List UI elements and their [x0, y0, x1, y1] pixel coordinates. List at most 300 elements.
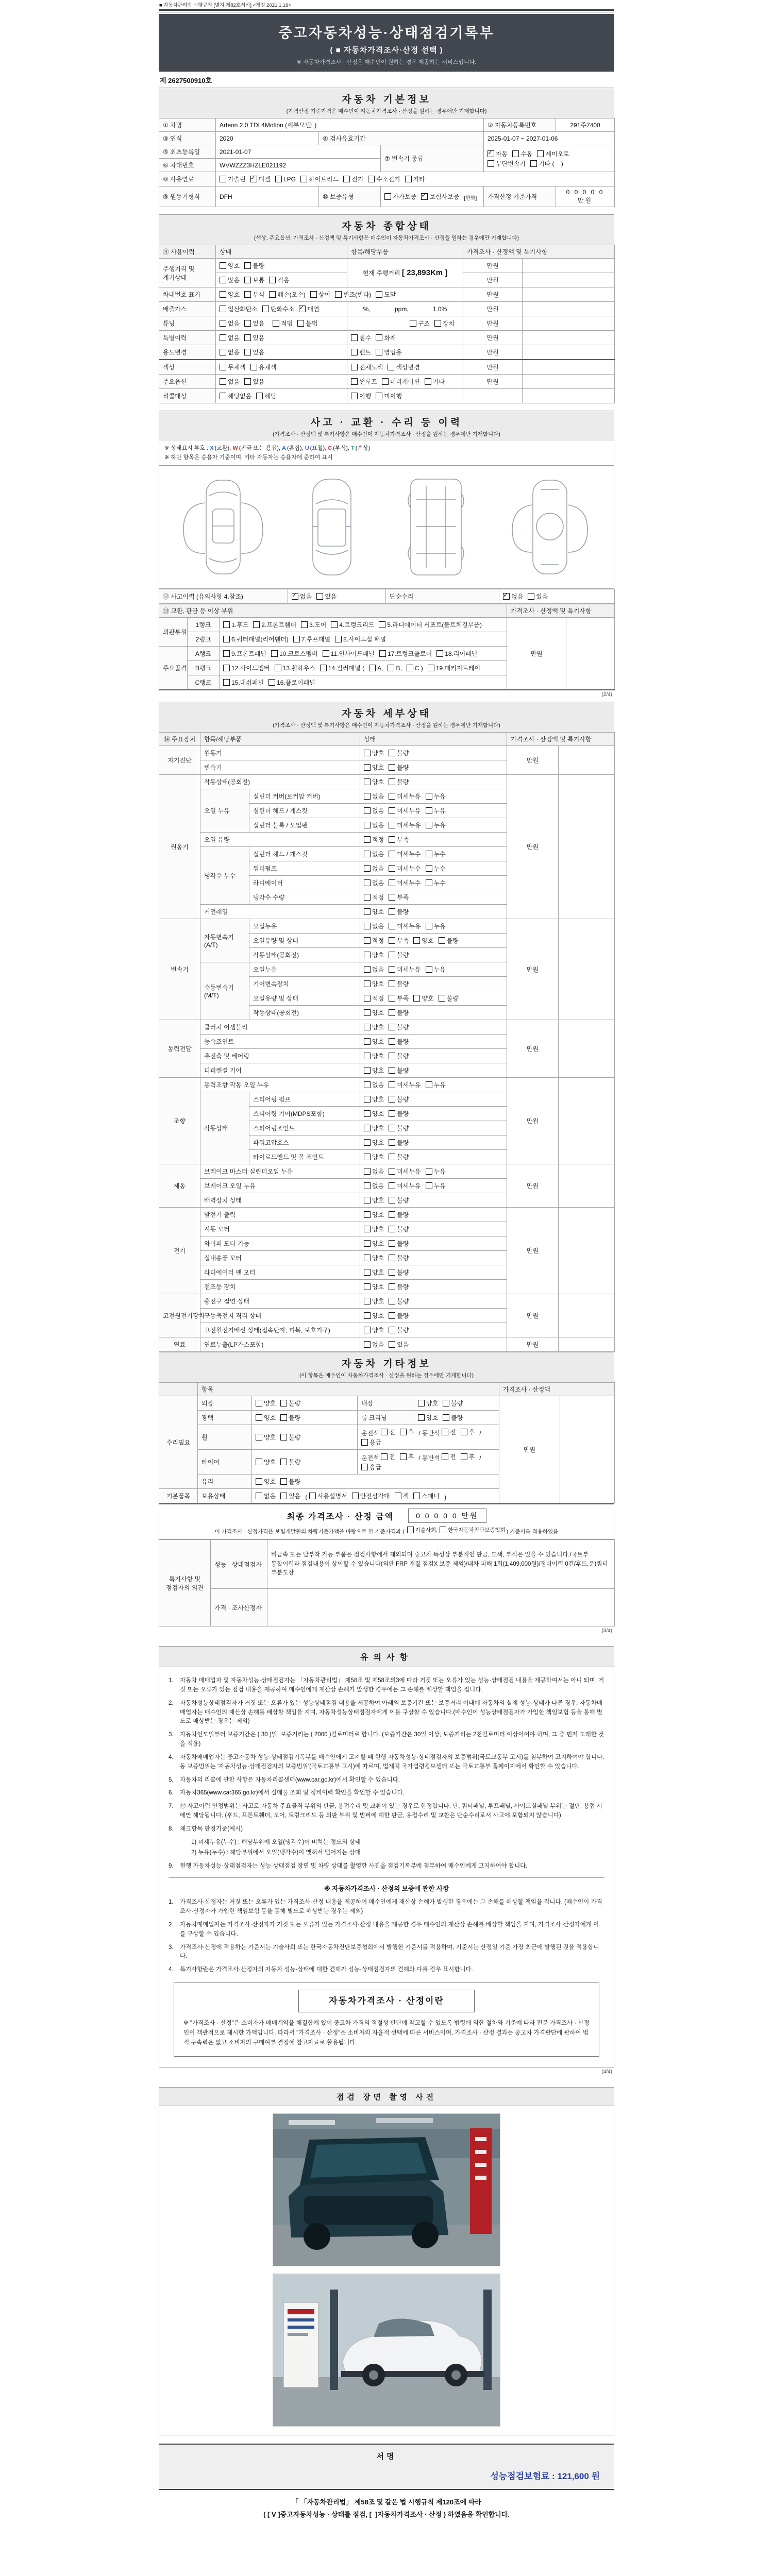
checkbox-checked-icon[interactable] [250, 176, 257, 182]
checkbox-icon[interactable] [389, 778, 395, 785]
checkbox-option[interactable] [220, 392, 251, 400]
checkbox-option[interactable] [376, 290, 396, 299]
checkbox-icon[interactable] [351, 393, 358, 399]
checkbox-option[interactable] [323, 649, 375, 658]
checkbox-option[interactable] [389, 1340, 409, 1349]
checkbox-option[interactable] [244, 290, 264, 299]
checkbox-icon[interactable] [297, 320, 304, 327]
checkbox-icon[interactable] [389, 937, 395, 944]
checkbox-option[interactable] [220, 290, 240, 299]
checkbox-icon[interactable] [389, 807, 395, 814]
checkbox-option[interactable] [405, 175, 425, 183]
checkbox-option[interactable] [244, 261, 264, 270]
checkbox-option[interactable] [335, 290, 371, 299]
checkbox-icon[interactable] [413, 1493, 420, 1499]
checkbox-option[interactable] [410, 319, 430, 328]
checkbox-option[interactable] [434, 319, 455, 328]
checkbox-option[interactable] [364, 1008, 384, 1017]
checkbox-icon[interactable] [220, 277, 226, 283]
checkbox-icon[interactable] [389, 879, 395, 886]
checkbox-option[interactable] [361, 1463, 381, 1471]
checkbox-icon[interactable] [331, 621, 338, 628]
checkbox-icon[interactable] [389, 1182, 395, 1189]
checkbox-option[interactable] [280, 1433, 300, 1442]
checkbox-icon[interactable] [389, 1038, 395, 1045]
checkbox-option[interactable] [400, 1452, 414, 1461]
checkbox-option[interactable] [379, 620, 482, 629]
checkbox-option[interactable] [269, 276, 289, 284]
checkbox-icon[interactable] [400, 1453, 407, 1460]
checkbox-option[interactable] [364, 749, 384, 757]
checkbox-option[interactable] [364, 893, 384, 902]
checkbox-icon[interactable] [220, 364, 226, 370]
checkbox-icon[interactable] [364, 1125, 371, 1131]
checkbox-option[interactable] [271, 649, 318, 658]
checkbox-option[interactable] [389, 907, 409, 916]
checkbox-icon[interactable] [528, 593, 534, 600]
checkbox-option[interactable] [364, 907, 384, 916]
checkbox-icon[interactable] [389, 764, 395, 771]
checkbox-option[interactable] [389, 1326, 409, 1334]
checkbox-icon[interactable] [389, 980, 395, 987]
checkbox-icon[interactable] [256, 393, 263, 399]
checkbox-icon[interactable] [389, 1110, 395, 1117]
checkbox-option[interactable] [364, 1311, 384, 1320]
checkbox-option[interactable] [389, 850, 421, 858]
checkbox-option[interactable] [426, 792, 446, 801]
checkbox-option[interactable] [335, 635, 386, 643]
checkbox-icon[interactable] [442, 1453, 448, 1460]
checkbox-option[interactable] [426, 821, 446, 829]
checkbox-option[interactable] [364, 994, 384, 1003]
checkbox-option[interactable] [528, 592, 548, 601]
checkbox-option[interactable] [426, 1167, 446, 1176]
checkbox-option[interactable] [425, 377, 445, 386]
checkbox-icon[interactable] [364, 1327, 371, 1333]
checkbox-icon[interactable] [262, 306, 269, 312]
checkbox-icon[interactable] [364, 1197, 371, 1204]
checkbox-icon[interactable] [364, 1038, 371, 1045]
checkbox-icon[interactable] [343, 176, 350, 182]
checkbox-option[interactable] [310, 290, 330, 299]
checkbox-icon[interactable] [376, 291, 382, 298]
checkbox-checked-icon[interactable] [421, 193, 428, 200]
checkbox-option[interactable] [389, 835, 409, 844]
checkbox-icon[interactable] [300, 176, 307, 182]
checkbox-icon[interactable] [439, 995, 445, 1002]
checkbox-icon[interactable] [389, 1067, 395, 1074]
checkbox-option[interactable] [426, 850, 446, 858]
checkbox-icon[interactable] [381, 1429, 388, 1435]
checkbox-option[interactable] [395, 1492, 409, 1500]
checkbox-icon[interactable] [220, 334, 226, 341]
checkbox-option[interactable] [250, 175, 271, 183]
checkbox-icon[interactable] [364, 1226, 371, 1232]
checkbox-option[interactable] [364, 922, 384, 930]
checkbox-icon[interactable] [364, 1139, 371, 1146]
checkbox-checked-icon[interactable] [299, 306, 306, 312]
checkbox-option[interactable] [488, 149, 508, 158]
checkbox-icon[interactable] [293, 636, 300, 642]
checkbox-icon[interactable] [389, 1240, 395, 1247]
checkbox-icon[interactable] [428, 665, 434, 671]
checkbox-option[interactable] [512, 149, 532, 158]
checkbox-option[interactable] [389, 864, 421, 873]
checkbox-icon[interactable] [220, 393, 226, 399]
checkbox-option[interactable] [364, 936, 384, 945]
checkbox-option[interactable] [223, 649, 266, 658]
checkbox-option[interactable] [442, 1428, 456, 1436]
checkbox-icon[interactable] [400, 1429, 407, 1435]
checkbox-icon[interactable] [220, 320, 226, 327]
checkbox-option[interactable] [364, 821, 384, 829]
checkbox-checked-icon[interactable] [488, 150, 494, 157]
checkbox-icon[interactable] [407, 665, 413, 671]
checkbox-option[interactable] [389, 994, 409, 1003]
checkbox-option[interactable] [389, 749, 409, 757]
checkbox-icon[interactable] [280, 1493, 287, 1499]
checkbox-icon[interactable] [364, 1255, 371, 1261]
checkbox-icon[interactable] [256, 1459, 262, 1465]
checkbox-option[interactable] [364, 1167, 384, 1176]
checkbox-option[interactable] [389, 763, 409, 772]
checkbox-option[interactable] [220, 319, 240, 328]
checkbox-option[interactable] [250, 363, 277, 371]
checkbox-icon[interactable] [364, 1341, 371, 1348]
checkbox-icon[interactable] [388, 364, 394, 370]
checkbox-option[interactable] [364, 1225, 384, 1233]
checkbox-icon[interactable] [273, 320, 279, 327]
checkbox-option[interactable] [389, 1080, 421, 1089]
checkbox-icon[interactable] [364, 1298, 371, 1304]
checkbox-option[interactable] [364, 1109, 384, 1118]
checkbox-option[interactable] [400, 1428, 414, 1436]
checkbox-icon[interactable] [389, 1255, 395, 1261]
checkbox-icon[interactable] [335, 291, 342, 298]
checkbox-option[interactable] [413, 936, 433, 945]
checkbox-icon[interactable] [220, 262, 226, 269]
checkbox-icon[interactable] [389, 822, 395, 828]
checkbox-icon[interactable] [280, 1434, 287, 1440]
checkbox-option[interactable] [361, 1438, 381, 1447]
checkbox-option[interactable] [293, 635, 330, 643]
checkbox-icon[interactable] [389, 1168, 395, 1175]
checkbox-option[interactable] [256, 1433, 276, 1442]
checkbox-option[interactable] [316, 592, 337, 601]
checkbox-option[interactable] [256, 392, 276, 400]
checkbox-icon[interactable] [361, 1439, 368, 1446]
checkbox-option[interactable] [364, 1268, 384, 1277]
checkbox-icon[interactable] [389, 750, 395, 756]
checkbox-icon[interactable] [269, 277, 276, 283]
checkbox-option[interactable] [223, 664, 270, 672]
checkbox-icon[interactable] [364, 1240, 371, 1247]
checkbox-icon[interactable] [223, 621, 230, 628]
checkbox-option[interactable] [364, 777, 384, 786]
checkbox-icon[interactable] [389, 952, 395, 958]
checkbox-icon[interactable] [244, 291, 251, 298]
checkbox-option[interactable] [280, 1477, 300, 1486]
checkbox-option[interactable] [503, 592, 523, 601]
checkbox-option[interactable] [381, 1428, 395, 1436]
checkbox-icon[interactable] [376, 334, 382, 341]
checkbox-option[interactable] [364, 792, 384, 801]
checkbox-option[interactable] [389, 1268, 409, 1277]
checkbox-option[interactable] [537, 149, 569, 158]
checkbox-icon[interactable] [256, 1400, 262, 1406]
checkbox-icon[interactable] [223, 636, 230, 642]
checkbox-icon[interactable] [244, 262, 251, 269]
checkbox-checked-icon[interactable] [503, 593, 510, 600]
checkbox-option[interactable] [389, 951, 409, 959]
checkbox-icon[interactable] [256, 1434, 262, 1440]
checkbox-option[interactable] [418, 1413, 438, 1422]
checkbox-icon[interactable] [382, 378, 389, 385]
checkbox-icon[interactable] [410, 320, 416, 327]
checkbox-icon[interactable] [223, 665, 230, 671]
checkbox-icon[interactable] [310, 291, 317, 298]
checkbox-option[interactable] [220, 276, 240, 284]
checkbox-option[interactable] [269, 290, 305, 299]
checkbox-option[interactable] [364, 850, 384, 858]
checkbox-option[interactable] [389, 1037, 409, 1046]
checkbox-option[interactable] [426, 806, 446, 815]
checkbox-icon[interactable] [439, 937, 445, 944]
checkbox-option[interactable] [389, 1124, 409, 1132]
checkbox-icon[interactable] [320, 665, 327, 671]
checkbox-icon[interactable] [364, 1154, 371, 1160]
checkbox-icon[interactable] [434, 320, 441, 327]
checkbox-icon[interactable] [244, 378, 251, 385]
checkbox-option[interactable] [389, 1138, 409, 1147]
checkbox-option[interactable] [273, 319, 293, 328]
checkbox-option[interactable] [389, 1297, 409, 1306]
checkbox-icon[interactable] [364, 764, 371, 771]
checkbox-option[interactable] [244, 377, 264, 386]
checkbox-option[interactable] [364, 1153, 384, 1161]
checkbox-option[interactable] [381, 1452, 395, 1461]
checkbox-icon[interactable] [364, 1081, 371, 1088]
checkbox-icon[interactable] [364, 750, 371, 756]
checkbox-icon[interactable] [389, 1341, 395, 1348]
checkbox-icon[interactable] [389, 1226, 395, 1232]
checkbox-option[interactable] [389, 1210, 409, 1219]
checkbox-icon[interactable] [379, 621, 385, 628]
checkbox-icon[interactable] [379, 650, 386, 657]
checkbox-icon[interactable] [364, 778, 371, 785]
checkbox-icon[interactable] [364, 1182, 371, 1189]
checkbox-icon[interactable] [389, 1269, 395, 1276]
checkbox-icon[interactable] [381, 1453, 388, 1460]
checkbox-icon[interactable] [395, 1493, 401, 1499]
checkbox-icon[interactable] [389, 894, 395, 901]
checkbox-icon[interactable] [461, 1429, 467, 1435]
checkbox-icon[interactable] [271, 650, 278, 657]
checkbox-option[interactable] [364, 951, 384, 959]
checkbox-icon[interactable] [364, 1096, 371, 1103]
checkbox-option[interactable] [442, 1452, 456, 1461]
checkbox-icon[interactable] [364, 1312, 371, 1319]
checkbox-option[interactable] [376, 333, 396, 342]
checkbox-icon[interactable] [389, 923, 395, 929]
checkbox-option[interactable] [244, 348, 264, 357]
checkbox-option[interactable] [389, 1008, 409, 1017]
checkbox-option[interactable] [421, 192, 459, 201]
checkbox-option[interactable] [384, 192, 416, 201]
checkbox-icon[interactable] [389, 1327, 395, 1333]
checkbox-icon[interactable] [316, 593, 323, 600]
checkbox-icon[interactable] [244, 334, 251, 341]
checkbox-option[interactable] [364, 864, 384, 873]
checkbox-option[interactable] [343, 175, 363, 183]
checkbox-option[interactable] [364, 1326, 384, 1334]
checkbox-icon[interactable] [389, 1009, 395, 1016]
checkbox-option[interactable] [407, 1526, 438, 1534]
checkbox-icon[interactable] [268, 679, 275, 686]
checkbox-option[interactable] [351, 348, 371, 357]
checkbox-icon[interactable] [364, 995, 371, 1002]
checkbox-option[interactable] [443, 1399, 463, 1408]
checkbox-option[interactable] [364, 1239, 384, 1248]
checkbox-icon[interactable] [364, 1283, 371, 1290]
checkbox-option[interactable] [426, 1181, 446, 1190]
checkbox-icon[interactable] [364, 1024, 371, 1030]
checkbox-option[interactable] [364, 1095, 384, 1104]
checkbox-option[interactable] [368, 175, 400, 183]
checkbox-option[interactable] [220, 348, 240, 357]
checkbox-icon[interactable] [426, 807, 432, 814]
checkbox-option[interactable] [244, 333, 264, 342]
checkbox-icon[interactable] [364, 980, 371, 987]
checkbox-option[interactable] [351, 363, 383, 371]
checkbox-option[interactable] [220, 175, 246, 183]
checkbox-icon[interactable] [364, 923, 371, 929]
checkbox-icon[interactable] [443, 1400, 449, 1406]
checkbox-option[interactable] [443, 1413, 463, 1422]
checkbox-icon[interactable] [364, 1053, 371, 1059]
checkbox-icon[interactable] [275, 176, 282, 182]
checkbox-option[interactable] [280, 1458, 300, 1466]
checkbox-icon[interactable] [413, 937, 420, 944]
checkbox-option[interactable] [364, 1340, 384, 1349]
checkbox-icon[interactable] [280, 1414, 287, 1421]
checkbox-option[interactable] [299, 304, 319, 313]
checkbox-icon[interactable] [361, 1464, 368, 1470]
checkbox-icon[interactable] [364, 879, 371, 886]
checkbox-icon[interactable] [280, 1400, 287, 1406]
checkbox-option[interactable] [426, 864, 446, 873]
checkbox-icon[interactable] [309, 1493, 316, 1499]
checkbox-icon[interactable] [364, 952, 371, 958]
checkbox-option[interactable] [388, 363, 419, 371]
checkbox-option[interactable] [389, 792, 421, 801]
checkbox-icon[interactable] [389, 908, 395, 915]
checkbox-icon[interactable] [389, 1053, 395, 1059]
checkbox-option[interactable] [389, 1066, 409, 1075]
checkbox-icon[interactable] [376, 349, 382, 355]
checkbox-icon[interactable] [364, 836, 371, 843]
checkbox-icon[interactable] [537, 150, 544, 157]
checkbox-option[interactable] [382, 377, 420, 386]
checkbox-option[interactable] [223, 635, 289, 643]
checkbox-option[interactable] [364, 806, 384, 815]
checkbox-icon[interactable] [425, 378, 431, 385]
checkbox-option[interactable] [364, 1037, 384, 1046]
checkbox-icon[interactable] [389, 1197, 395, 1204]
checkbox-option[interactable] [331, 620, 374, 629]
checkbox-icon[interactable] [389, 865, 395, 872]
checkbox-icon[interactable] [253, 621, 260, 628]
checkbox-icon[interactable] [389, 1081, 395, 1088]
checkbox-option[interactable] [389, 821, 421, 829]
checkbox-option[interactable] [530, 159, 563, 168]
checkbox-option[interactable] [275, 176, 296, 183]
checkbox-option[interactable] [426, 965, 446, 974]
checkbox-icon[interactable] [250, 364, 257, 370]
checkbox-icon[interactable] [426, 879, 432, 886]
checkbox-icon[interactable] [426, 851, 432, 857]
checkbox-option[interactable] [389, 1023, 409, 1031]
checkbox-icon[interactable] [389, 1283, 395, 1290]
checkbox-option[interactable] [253, 620, 296, 629]
checkbox-option[interactable] [297, 319, 317, 328]
checkbox-icon[interactable] [244, 349, 251, 355]
checkbox-option[interactable] [389, 1181, 421, 1190]
checkbox-icon[interactable] [364, 851, 371, 857]
checkbox-option[interactable] [220, 333, 240, 342]
checkbox-icon[interactable] [488, 160, 494, 167]
checkbox-icon[interactable] [426, 1182, 432, 1189]
checkbox-icon[interactable] [244, 277, 251, 283]
checkbox-option[interactable] [413, 1492, 440, 1500]
checkbox-option[interactable] [220, 304, 258, 313]
checkbox-option[interactable] [220, 261, 240, 270]
checkbox-icon[interactable] [364, 1168, 371, 1175]
checkbox-icon[interactable] [220, 349, 226, 355]
checkbox-icon[interactable] [364, 793, 371, 800]
checkbox-option[interactable] [364, 1124, 384, 1132]
checkbox-icon[interactable] [369, 665, 376, 671]
checkbox-icon[interactable] [269, 291, 276, 298]
checkbox-icon[interactable] [220, 291, 226, 298]
checkbox-icon[interactable] [364, 1211, 371, 1218]
checkbox-icon[interactable] [220, 378, 226, 385]
checkbox-icon[interactable] [426, 822, 432, 828]
checkbox-icon[interactable] [364, 807, 371, 814]
checkbox-icon[interactable] [301, 621, 308, 628]
checkbox-icon[interactable] [364, 1269, 371, 1276]
checkbox-option[interactable] [223, 620, 248, 629]
checkbox-option[interactable] [364, 1297, 384, 1306]
checkbox-option[interactable] [268, 678, 315, 687]
checkbox-icon[interactable] [280, 1459, 287, 1465]
checkbox-option[interactable] [275, 664, 315, 672]
checkbox-icon[interactable] [418, 1400, 425, 1406]
checkbox-icon[interactable] [413, 995, 420, 1002]
checkbox-icon[interactable] [351, 378, 358, 385]
checkbox-icon[interactable] [364, 908, 371, 915]
checkbox-icon[interactable] [220, 176, 226, 182]
checkbox-icon[interactable] [389, 966, 395, 973]
checkbox-icon[interactable] [364, 937, 371, 944]
checkbox-icon[interactable] [351, 364, 358, 370]
checkbox-icon[interactable] [364, 865, 371, 872]
checkbox-option[interactable] [256, 1413, 276, 1422]
checkbox-icon[interactable] [223, 650, 230, 657]
checkbox-option[interactable] [426, 878, 446, 887]
checkbox-option[interactable] [244, 319, 264, 328]
checkbox-icon[interactable] [388, 665, 394, 671]
